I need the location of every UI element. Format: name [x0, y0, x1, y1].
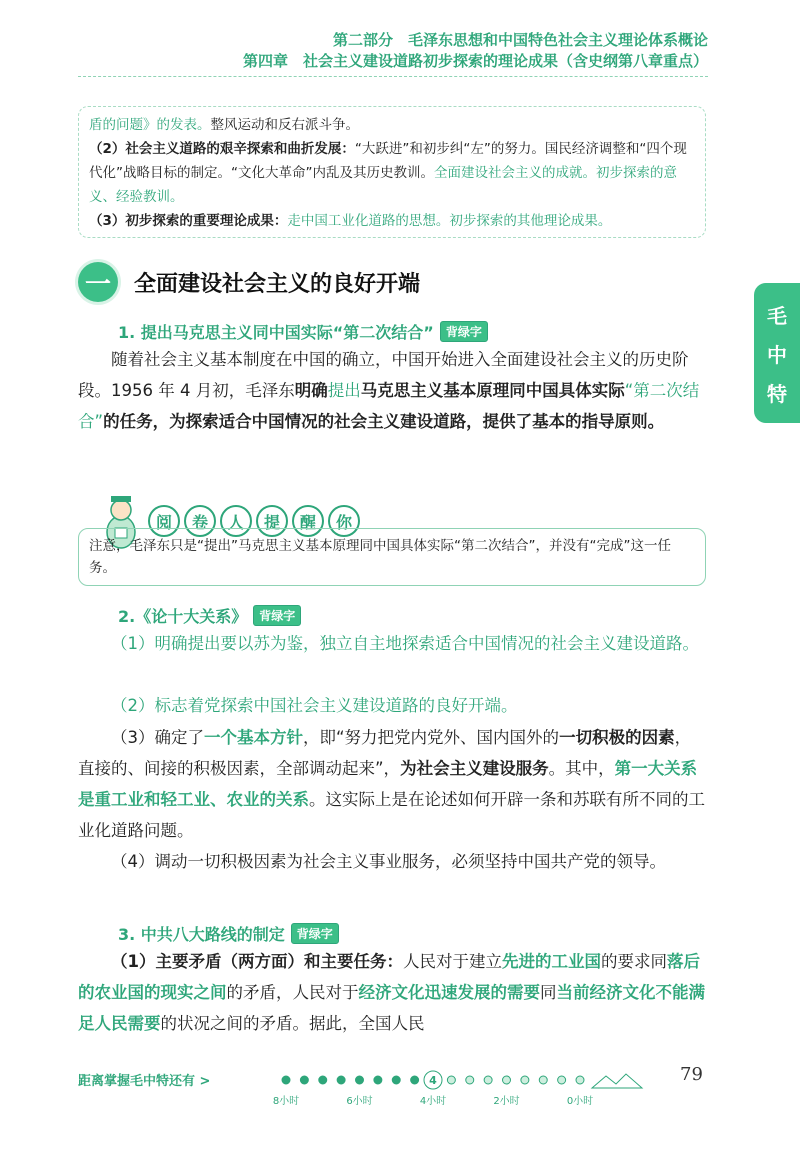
p3-c: 先进的工业国 [501, 952, 601, 971]
subheading-1 [118, 320, 488, 343]
progress-dot [374, 1076, 382, 1084]
paragraph-2-3 [78, 722, 706, 846]
section-title: 全面建设社会主义的良好开端 [134, 271, 421, 297]
subheading-3 [118, 922, 339, 945]
p1-f: 的任务，为探索适合中国情况的社会主义建设道路，提供了基本的指导原则。 [103, 412, 665, 431]
study-progress-track [272, 1068, 700, 1108]
p1-b: 明确 [294, 381, 328, 400]
subheading-3-text: 3. 中共八大路线的制定 [118, 925, 285, 944]
progress-dot [337, 1076, 345, 1084]
memorize-tag: 背绿字 [253, 605, 301, 626]
side-tab-char-2: 中 [767, 342, 787, 367]
section-number-badge: 一 [78, 262, 118, 302]
paragraph-2-2: （2）标志着党探索中国社会主义建设道路的良好开端。 [111, 696, 518, 715]
summary-line2-label: （2）社会主义道路的艰辛探索和曲折发展： [89, 141, 355, 157]
reminder-note: 注意，毛泽东只是“提出”马克思主义基本原理同中国具体实际“第二次结合”，并没有“完成”这一任务。 [78, 528, 706, 586]
header-chapter: 第四章 社会主义建设道路初步探索的理论成果（含史纲第八章重点） [242, 52, 708, 70]
memorize-tag: 背绿字 [291, 923, 339, 944]
progress-mark-label: 6小时 [346, 1096, 373, 1107]
p3-h: 同 [540, 983, 557, 1002]
summary-box [78, 106, 706, 238]
reminder-char: 提 [256, 505, 288, 537]
footer-label: 距离掌握毛中特还有 > [78, 1074, 211, 1089]
progress-dot [539, 1076, 547, 1084]
p3-b: 人民对于建立 [402, 952, 502, 971]
progress-dot [503, 1076, 511, 1084]
paragraph-1 [78, 344, 706, 437]
mountain-icon [592, 1074, 642, 1088]
summary-line2-text: “大跃进”和初步纠“左”的努力。国民经济调整和“四个现代化”战略目标的制定。“文化大革命”内乱及其历史教训。 [89, 141, 687, 181]
summary-line3-label: （3）初步探索的重要理论成果： [89, 213, 288, 229]
p3-i: 当前经济文化不能满足人民需要 [78, 983, 705, 1033]
p1-e: “第二次结合” [78, 381, 700, 431]
p3-f: 的矛盾，人民对于 [226, 983, 359, 1002]
p3-a: （1）主要矛盾（两方面）和主要任务： [111, 952, 403, 971]
progress-dot [576, 1076, 584, 1084]
p23-a: （3）确定了 [111, 728, 204, 747]
subheading-2-text: 2.《论十大关系》 [118, 607, 248, 626]
paragraph-2-1: （1）明确提出要以苏为鉴，独立自主地探索适合中国情况的社会主义建设道路。 [111, 634, 699, 653]
p1-a: 随着社会主义基本制度在中国的确立，中国开始进入全面建设社会主义的历史阶段。1956 年 4 月初，毛泽东 [78, 350, 689, 400]
p23-f: 为社会主义建设服务 [400, 759, 549, 778]
p3-j: 的状况之间的矛盾。据此，全国人民 [160, 1014, 425, 1033]
progress-mark-label: 0小时 [566, 1096, 594, 1107]
p1-d: 马克思主义基本原理同中国具体实际 [360, 381, 625, 400]
summary-line2-green: 全面建设社会主义的成就。初步探索的意义、经验教训。 [89, 165, 677, 205]
side-chapter-tab [754, 283, 800, 423]
header-divider [78, 76, 708, 77]
p1-c: 提出 [327, 381, 361, 400]
progress-dot [411, 1076, 419, 1084]
paragraph-3 [78, 946, 706, 1039]
progress-dot [484, 1076, 492, 1084]
progress-dot [300, 1076, 308, 1084]
subheading-1-text: 1. 提出马克思主义同中国实际“第二次结合” [118, 323, 434, 342]
progress-mark-label: 4小时 [419, 1096, 447, 1107]
summary-line1-rest: 整风运动和反右派斗争。 [210, 117, 359, 133]
side-tab-char-1: 毛 [767, 303, 787, 328]
progress-dot [466, 1076, 474, 1084]
progress-dot [521, 1076, 529, 1084]
progress-dot [558, 1076, 566, 1084]
p23-h: 第一大关系是重工业和轻工业、农业的关系 [78, 759, 698, 809]
summary-line3-green: 走中国工业化道路的思想。初步探索的其他理论成果。 [287, 213, 612, 229]
section-heading [78, 262, 420, 302]
progress-dot [282, 1076, 290, 1084]
side-tab-char-3: 特 [767, 381, 787, 406]
subheading-2 [118, 604, 301, 627]
paragraph-2-4: （4）调动一切积极因素为社会主义事业服务，必须坚持中国共产党的领导。 [111, 852, 666, 871]
p23-b: 一个基本方针 [204, 728, 303, 747]
p3-g: 经济文化迅速发展的需要 [358, 983, 540, 1002]
memorize-tag: 背绿字 [440, 321, 488, 342]
running-header [243, 30, 708, 72]
p3-d: 的要求同 [600, 952, 667, 971]
p23-g: 。其中， [548, 759, 615, 778]
progress-dot [447, 1076, 455, 1084]
p23-d: 一切积极的因素 [559, 728, 675, 747]
reminder-char: 阅 [148, 505, 180, 537]
progress-current-label: 4 [429, 1074, 437, 1087]
progress-mark-label: 2小时 [493, 1096, 520, 1107]
progress-dot [319, 1076, 327, 1084]
progress-dot [392, 1076, 400, 1084]
p23-e: ，直接的、间接的积极因素，全部调动起来”， [78, 728, 692, 778]
progress-dot [356, 1076, 364, 1084]
reminder-char: 人 [220, 505, 252, 537]
header-part: 第二部分 毛泽东思想和中国特色社会主义理论体系概论 [332, 31, 708, 49]
progress-mark-label: 8小时 [272, 1096, 300, 1107]
p23-i: 。这实际上是在论述如何开辟一条和苏联有所不同的工业化道路问题。 [78, 790, 705, 840]
reminder-char: 你 [328, 505, 360, 537]
p23-c: ，即“努力把党内党外、国内国外的 [303, 728, 560, 747]
page-number: 79 [680, 1064, 703, 1085]
reminder-char: 卷 [184, 505, 216, 537]
reminder-char: 醒 [292, 505, 324, 537]
p3-e: 落后的农业国的现实之间 [78, 952, 700, 1002]
summary-line1-green: 盾的问题》的发表。 [89, 117, 211, 133]
